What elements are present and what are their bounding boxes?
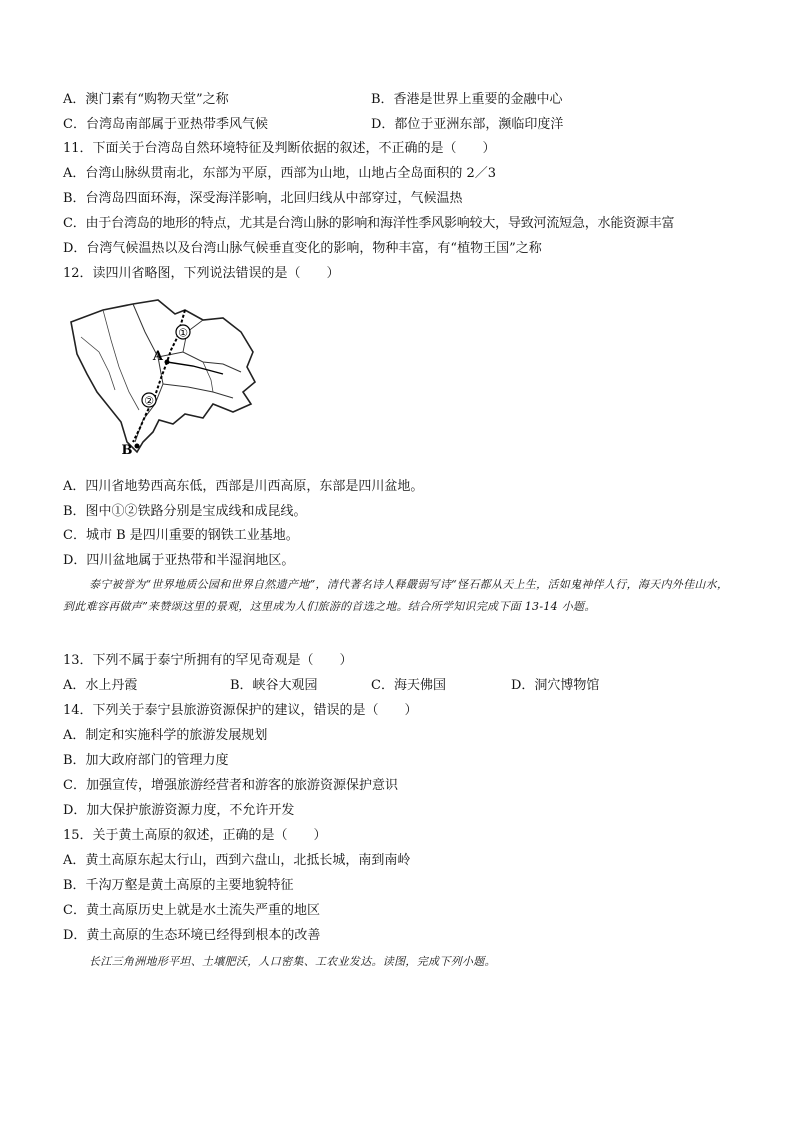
q12-option-a: A．四川省地势西高东低，西部是川西高原，东部是四川盆地。 bbox=[63, 479, 424, 494]
q14-option-d: D．加大保护旅游资源力度，不允许开发 bbox=[63, 803, 295, 818]
passage-taining bbox=[63, 574, 733, 618]
q14-stem: 14．下列关于泰宁县旅游资源保护的建议，错误的是（ ） bbox=[63, 703, 418, 718]
passage-taining-text: 泰宁被誉为“世界地质公园和世界自然遗产地”，清代著名诗人释嚴弱写诗“怪石都从天上生，活如鬼神伴人行，海天内外佳山水，到此难容再做声”来赞颂这里的景观，这里成为人们旅游的首选之地。结合所学知识完成下面 13-14 小题。 bbox=[63, 578, 729, 613]
city-a-label: A bbox=[152, 349, 163, 364]
q13-option-a: A．水上丹霞 bbox=[63, 678, 138, 693]
q14-option-b: B．加大政府部门的管理力度 bbox=[63, 753, 229, 768]
railway-1-label: ① bbox=[178, 326, 188, 340]
railway-2-label: ② bbox=[144, 394, 154, 408]
passage-yangtze-delta bbox=[63, 951, 733, 973]
q11-option-b: B．台湾岛四面环海，深受海洋影响，北回归线从中部穿过，气候温热 bbox=[63, 191, 463, 206]
q12-stem: 12．读四川省略图，下列说法错误的是（ ） bbox=[63, 266, 340, 281]
q11-option-c: C．由于台湾岛的地形的特点，尤其是台湾山脉的影响和海洋性季风影响较大，导致河流短急，水能资源丰富 bbox=[63, 216, 675, 231]
province-outline bbox=[71, 300, 255, 452]
q11-option-a: A．台湾山脉纵贯南北，东部为平原，西部为山地，山地占全岛面积的 2／3 bbox=[63, 166, 497, 181]
q11-stem: 11．下面关于台湾岛自然环境特征及判断依据的叙述，不正确的是（ ） bbox=[63, 141, 496, 156]
q15-option-c: C．黄土高原历史上就是水土流失严重的地区 bbox=[63, 903, 320, 918]
q12-option-d: D．四川盆地属于亚热带和半湿润地区。 bbox=[63, 553, 295, 568]
q13-stem: 13．下列不属于泰宁所拥有的罕见奇观是（ ） bbox=[63, 653, 353, 668]
sichuan-map bbox=[63, 292, 273, 457]
q11-option-d: D．台湾气候温热以及台湾山脉气候垂直变化的影响，物种丰富，有“植物王国”之称 bbox=[63, 241, 542, 256]
q13-option-b: B．峡谷大观园 bbox=[230, 678, 318, 693]
q15-option-d: D．黄土高原的生态环境已经得到根本的改善 bbox=[63, 928, 321, 943]
q15-option-a: A．黄土高原东起太行山，西到六盘山，北抵长城，南到南岭 bbox=[63, 853, 411, 868]
passage-yangtze-delta-text: 长江三角洲地形平坦、土壤肥沃，人口密集、工农业发达。读图，完成下列小题。 bbox=[89, 955, 496, 968]
q10-option-b: B．香港是世界上重要的金融中心 bbox=[371, 92, 563, 107]
q13-option-d: D．洞穴博物馆 bbox=[511, 678, 600, 693]
q10-option-a: A．澳门素有“购物天堂”之称 bbox=[63, 92, 229, 107]
q12-option-b: B．图中①②铁路分别是宝成线和成昆线。 bbox=[63, 504, 307, 519]
city-b-dot bbox=[135, 444, 140, 449]
city-b-label: B bbox=[121, 443, 133, 457]
q15-stem: 15．关于黄土高原的叙述，正确的是（ ） bbox=[63, 828, 327, 843]
city-a-dot bbox=[165, 360, 170, 365]
q13-option-c: C．海天佛国 bbox=[371, 678, 446, 693]
q15-option-b: B．千沟万壑是黄土高原的主要地貌特征 bbox=[63, 878, 294, 893]
q10-option-c: C．台湾岛南部属于亚热带季风气候 bbox=[63, 117, 268, 132]
q12-option-c: C．城市 B 是四川重要的钢铁工业基地。 bbox=[63, 528, 299, 543]
q14-option-a: A．制定和实施科学的旅游发展规划 bbox=[63, 728, 268, 743]
q14-option-c: C．加强宣传，增强旅游经营者和游客的旅游资源保护意识 bbox=[63, 778, 398, 793]
q10-option-d: D．都位于亚洲东部，濒临印度洋 bbox=[371, 117, 564, 132]
